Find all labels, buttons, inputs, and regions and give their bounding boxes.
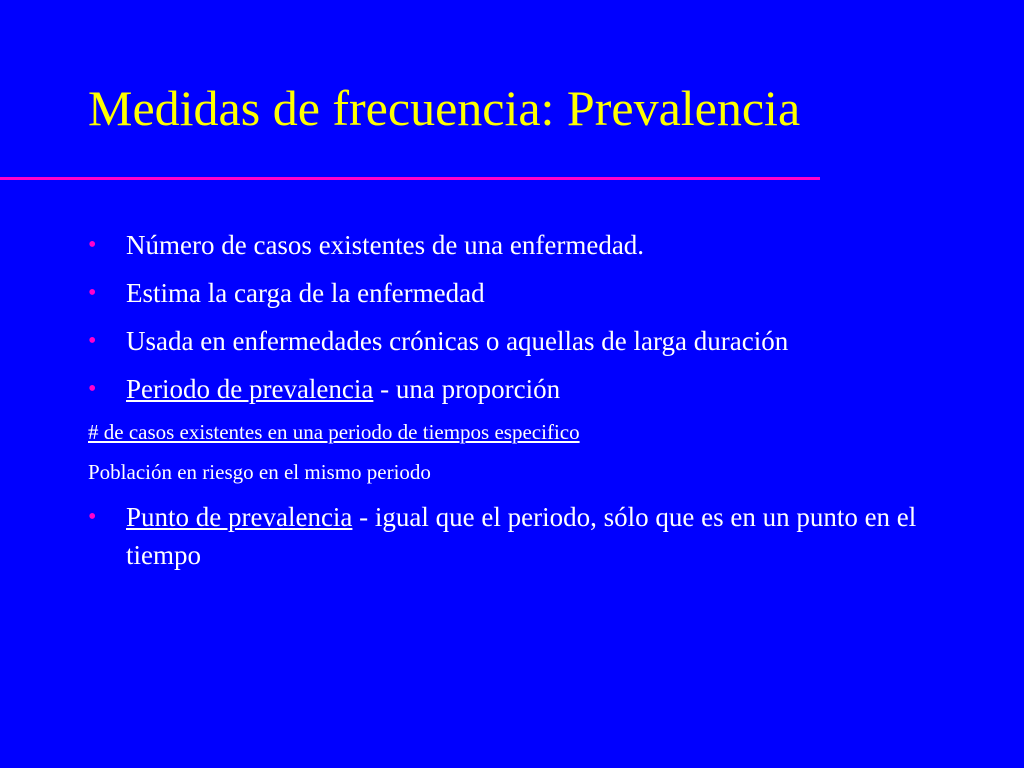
bullet-icon: •	[88, 376, 97, 402]
bullet-text: Estima la carga de la enfermedad	[126, 278, 485, 308]
fraction-denominator: Población en riesgo en el mismo periodo	[88, 460, 431, 484]
bullet-text: Usada en enfermedades crónicas o aquellas de larga duración	[126, 326, 789, 356]
bullet-item	[88, 226, 948, 264]
bullet-item	[88, 274, 948, 312]
slide-title: Medidas de frecuencia: Prevalencia	[88, 80, 801, 136]
bullet-icon: •	[88, 328, 97, 354]
bullet-item	[88, 370, 948, 408]
title-divider	[0, 177, 820, 180]
bullet-text: Número de casos existentes de una enfermedad.	[126, 230, 645, 260]
bullet-item	[88, 322, 948, 360]
point-prevalence-term: Punto de prevalencia	[126, 502, 353, 532]
bullet-item	[88, 498, 948, 574]
fraction-numerator: # de casos existentes en una periodo de tiempos especifico	[88, 420, 580, 444]
slide-body	[88, 226, 948, 584]
bullet-icon: •	[88, 280, 97, 306]
bullet-icon: •	[88, 504, 97, 530]
period-prevalence-term: Periodo de prevalencia	[126, 374, 374, 404]
bullet-text: - una proporción	[373, 374, 561, 404]
bullet-icon: •	[88, 232, 97, 258]
bullet-text: - igual que el periodo, sólo que es en un punto en el tiempo	[126, 502, 917, 570]
